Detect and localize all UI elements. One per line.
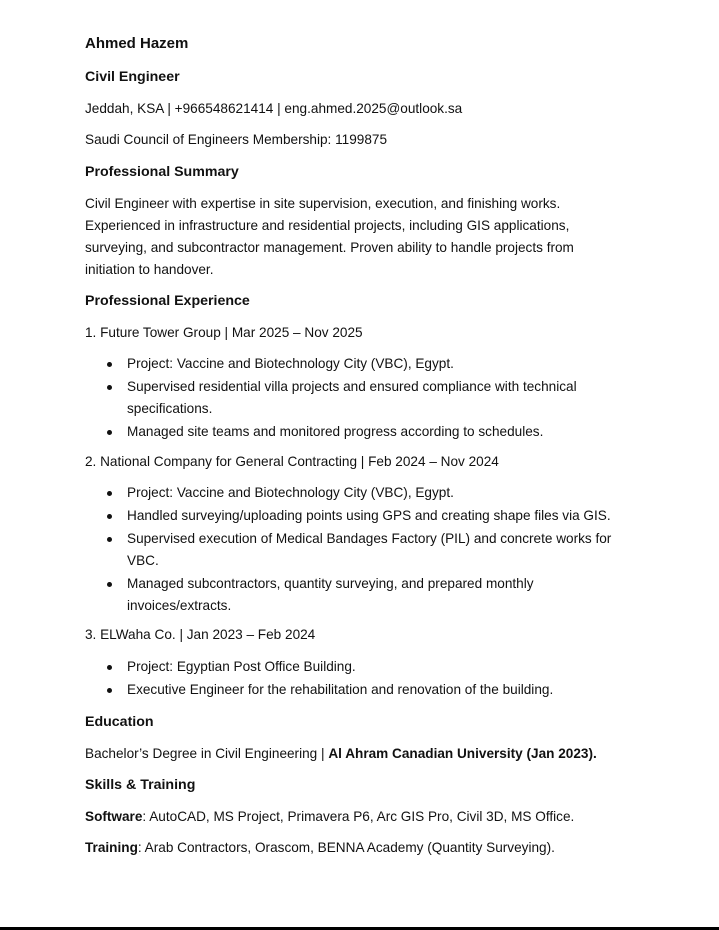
candidate-title: Civil Engineer (85, 69, 180, 85)
contact-line: Jeddah, KSA | +966548621414 | eng.ahmed.2025@outlook.sa (85, 101, 463, 116)
list-item: Supervised execution of Medical Bandages Factory (PIL) and concrete works for VBC. (85, 528, 630, 572)
bullet-icon (107, 491, 112, 496)
training-value: : Arab Contractors, Orascom, BENNA Academy (Quantity Surveying). (137, 840, 555, 855)
summary-heading: Professional Summary (85, 164, 239, 180)
education-line (85, 746, 597, 761)
university-text: Al Ahram Canadian University (Jan 2023). (328, 746, 597, 761)
bullet-icon (107, 582, 112, 587)
software-value: : AutoCAD, MS Project, Primavera P6, Arc GIS Pro, Civil 3D, MS Office. (142, 809, 575, 824)
degree-text: Bachelor’s Degree in Civil Engineering | (85, 746, 329, 761)
bullet-icon (107, 537, 112, 542)
list-item: Project: Egyptian Post Office Building. (85, 656, 630, 678)
list-item: Project: Vaccine and Biotechnology City (VBC), Egypt. (85, 353, 630, 375)
bullet-icon (107, 385, 112, 390)
list-item: Supervised residential villa projects and ensured compliance with technical specifications. (85, 376, 630, 420)
education-heading: Education (85, 714, 154, 730)
bullet-icon (107, 362, 112, 367)
job-title: 3. ELWaha Co. | Jan 2023 – Feb 2024 (85, 627, 316, 642)
list-item: Managed subcontractors, quantity surveying, and prepared monthly invoices/extracts. (85, 573, 630, 617)
job-bullets (85, 353, 630, 444)
job-bullets (85, 482, 630, 618)
training-label: Training (85, 840, 138, 855)
bullet-icon (107, 665, 112, 670)
job-title: 2. National Company for General Contracting | Feb 2024 – Nov 2024 (85, 454, 499, 469)
summary-text: Civil Engineer with expertise in site supervision, execution, and finishing works. Experienced in infrastructure and residential projects, including GIS applications, surveying, and subcontractor management. Proven ability to handle projects from initiation to handover. (85, 196, 574, 277)
software-label: Software (85, 809, 143, 824)
list-item: Project: Vaccine and Biotechnology City (VBC), Egypt. (85, 482, 630, 504)
training-line (85, 840, 555, 855)
list-item: Executive Engineer for the rehabilitation and renovation of the building. (85, 679, 630, 701)
bullet-icon (107, 688, 112, 693)
job-title: 1. Future Tower Group | Mar 2025 – Nov 2025 (85, 325, 363, 340)
candidate-name: Ahmed Hazem (85, 35, 189, 52)
bullet-icon (107, 430, 112, 435)
list-item: Handled surveying/uploading points using GPS and creating shape files via GIS. (85, 505, 630, 527)
bullet-icon (107, 514, 112, 519)
list-item: Managed site teams and monitored progress according to schedules. (85, 421, 630, 443)
software-line (85, 809, 574, 824)
experience-heading: Professional Experience (85, 293, 250, 309)
membership-line: Saudi Council of Engineers Membership: 1199875 (85, 132, 388, 147)
skills-heading: Skills & Training (85, 777, 196, 793)
job-bullets (85, 656, 630, 702)
